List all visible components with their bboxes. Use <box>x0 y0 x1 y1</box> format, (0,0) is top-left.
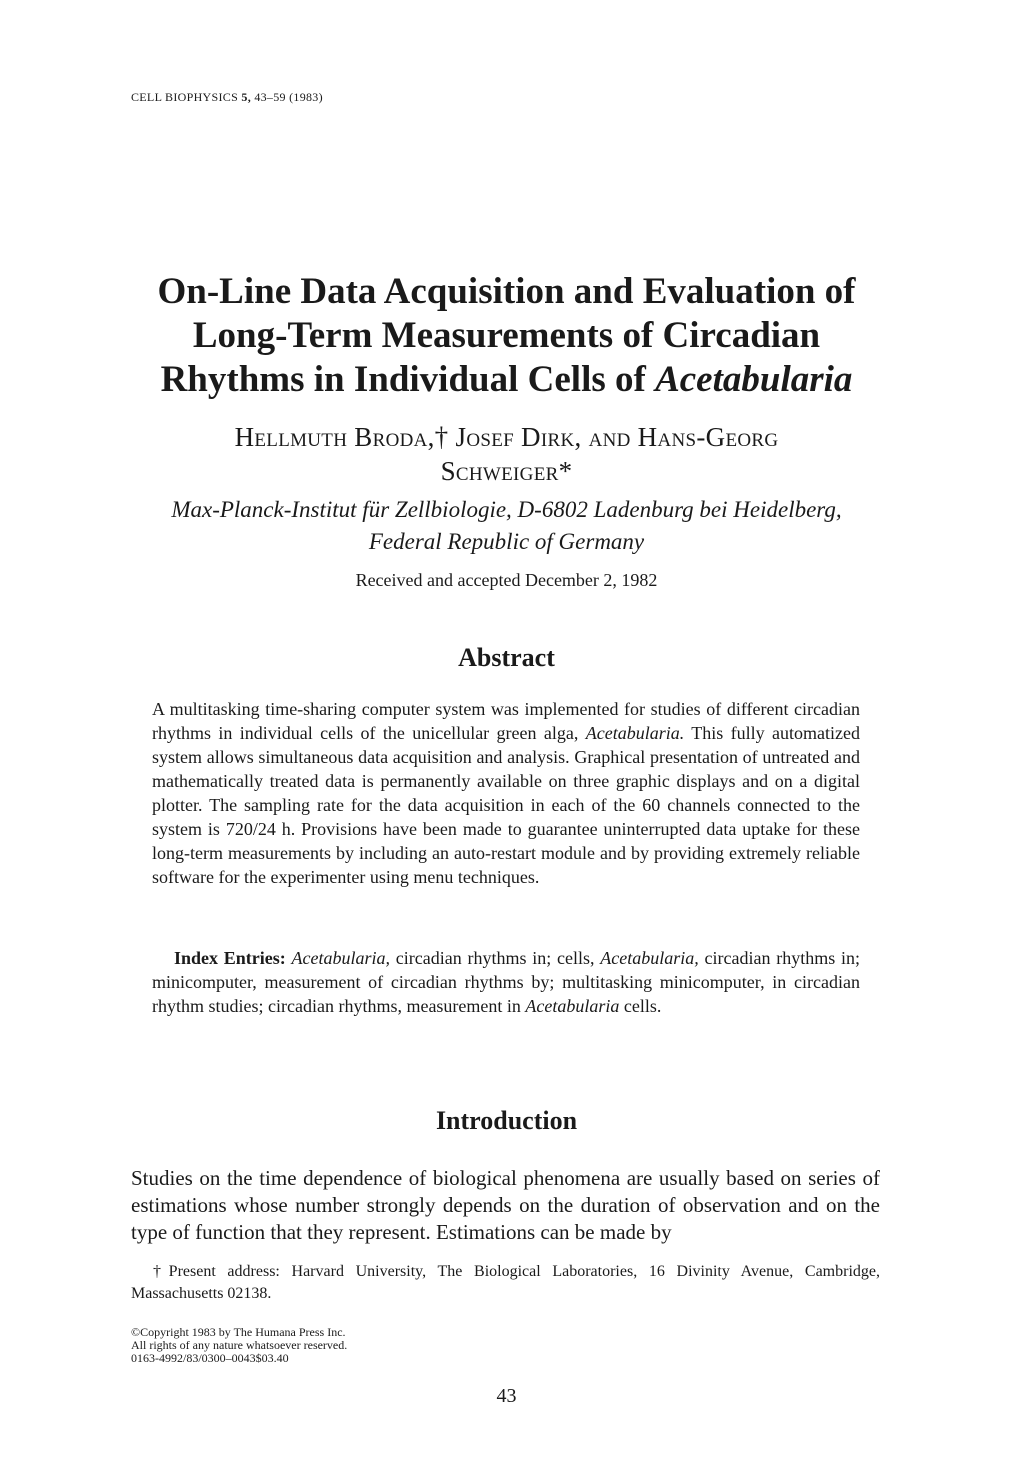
abstract-text-2: This fully automatized system allows simultaneous data acquisition and analysis. Graphical presentation of untreated and mathematically treated data is permanently available on three graphic displays and on a digital plotter. The sampling rate for the data acquisition in each of the 60 channels connected to the system is 720/24 h. Provisions have been made to guarantee uninterrupted data uptake for these long-term measurements by including an auto-restart module and by providing extremely reliable software for the experimenter using menu techniques. <box>152 723 860 887</box>
authors-line-2: Schweiger* <box>440 456 573 486</box>
journal-pages-year: 43–59 (1983) <box>254 90 323 104</box>
abstract-heading: Abstract <box>458 643 555 672</box>
author-list <box>100 420 913 488</box>
abstract-text-1: A multitasking time-sharing computer system was implemented for studies of different circadian rhythms in individual cells of the unicellular green alga, <box>152 699 860 743</box>
affiliation-line-2: Federal Republic of Germany <box>368 529 645 554</box>
footnote: †Present address: Harvard University, The Biological Laboratories, 16 Divinity Avenue, Cambridge, Massachusetts 02138. <box>131 1263 880 1302</box>
author-affiliation <box>100 494 913 558</box>
abstract-body <box>152 697 860 889</box>
index-entries-italic-3: Acetabularia <box>525 996 620 1016</box>
index-entries-italic-1: Acetabularia, <box>291 948 391 968</box>
index-entries-text-1: circadian rhythms in; cells, <box>390 948 601 968</box>
index-entries-text-3: cells. <box>619 996 662 1016</box>
copyright-line-2: All rights of any nature whatsoever reserved. <box>131 1338 348 1352</box>
page-number: 43 <box>496 1385 517 1407</box>
received-date: Received and accepted December 2, 1982 <box>355 570 658 590</box>
journal-volume: 5, <box>241 90 251 104</box>
paper-title <box>100 270 913 402</box>
copyright-line-1: ©Copyright 1983 by The Humana Press Inc. <box>131 1325 346 1339</box>
index-entries-label: Index Entries: <box>174 948 286 968</box>
title-line-2: Long-Term Measurements of Circadian <box>192 315 821 356</box>
title-line-3 <box>100 358 913 402</box>
title-line-3-italic: Acetabularia <box>655 359 853 400</box>
introduction-heading: Introduction <box>435 1106 578 1135</box>
journal-name: CELL BIOPHYSICS <box>131 90 239 104</box>
introduction-body: Studies on the time dependence of biological phenomena are usually based on series of estimations whose number strongly depends on the duration of observation and on the type of function that they represent. Estimations can be made by <box>131 1166 880 1244</box>
index-entries <box>152 946 860 1018</box>
title-line-1: On-Line Data Acquisition and Evaluation of <box>157 271 856 312</box>
affiliation-line-1: Max-Planck-Institut für Zellbiologie, D-6802 Ladenburg bei Heidelberg, <box>171 497 842 522</box>
index-entries-italic-2: Acetabularia, <box>600 948 699 968</box>
copyright-notice <box>131 1326 347 1365</box>
authors-line-1: Hellmuth Broda,† Josef Dirk, and Hans-Georg <box>234 422 779 452</box>
journal-header <box>131 90 323 105</box>
copyright-line-3: 0163-4992/83/0300–0043$03.40 <box>131 1351 289 1365</box>
index-entries-text-2: circadian rhythms in; minicomputer, measurement of circadian rhythms by; multitasking minicomputer, in circadian rhythm studies; circadian rhythms, measurement in <box>152 948 860 1016</box>
title-line-3-text: Rhythms in Individual Cells of <box>160 359 656 400</box>
abstract-italic-1: Acetabularia. <box>585 723 685 743</box>
